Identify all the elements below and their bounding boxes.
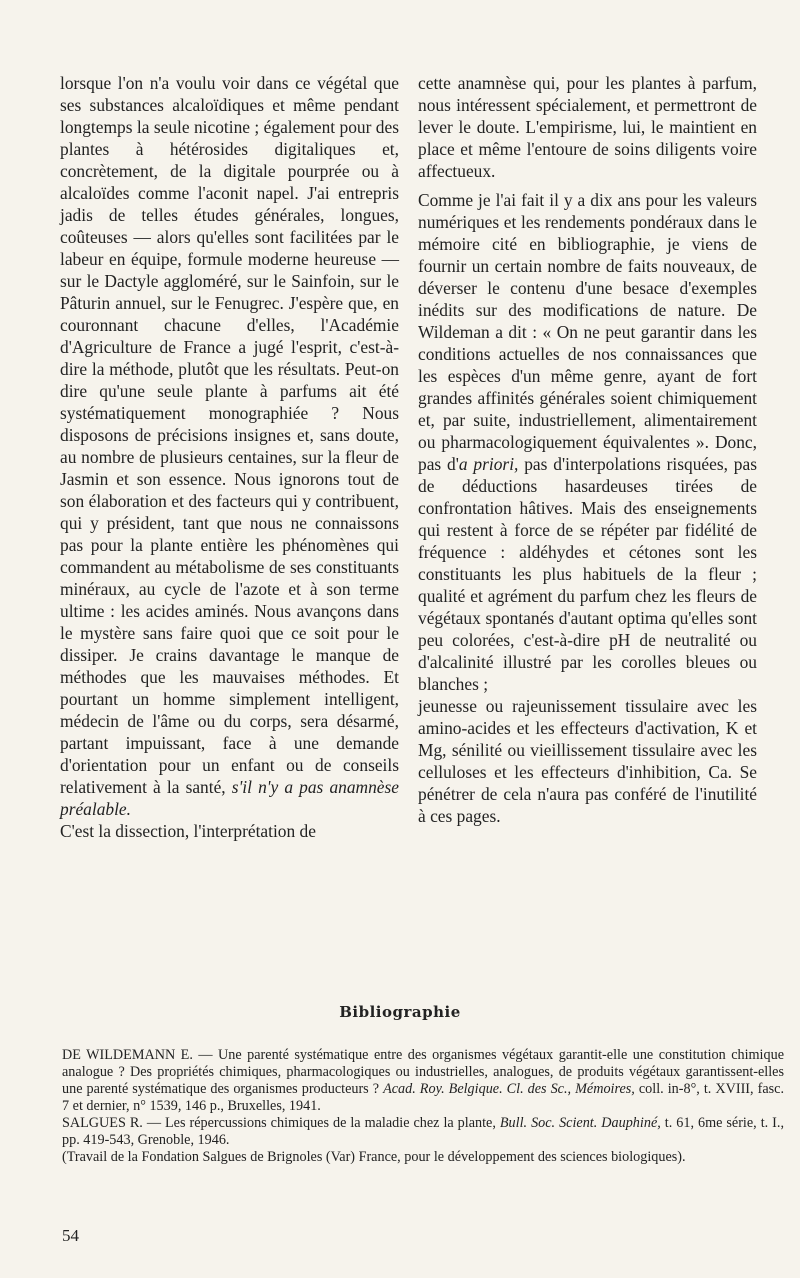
bibliography-entry-1-italic: Acad. Roy. Belgique. Cl. des Sc., Mémoires, (383, 1081, 635, 1097)
right-paragraph-2-italic: a priori, (458, 454, 519, 474)
bibliography-entry-1-a: DE WILDEMANN E. — Une parenté systématique entre des organismes végétaux garantit-elle une constitution chimique analogue ? Des propriétés chimiques, pharmacologiques ou industrielles, analogues, de produits végétaux garantissent-elles une parenté systématique des organismes producteurs ? (62, 1047, 784, 1097)
right-paragraph-2-text-a: Comme je l'ai fait il y a dix ans pour les valeurs numériques et les rendements pondéraux dans le mémoire cité en bibliographie, je viens de fournir un certain nombre de faits nouveaux, de déverser le contenu d'une besace d'exemples inédits sur des modifications de nature. De Wildeman a dit : « On ne peut garantir dans les conditions actuelles de nos connaissances que les espèces d'un même genre, ayant de fort grandes affinités générales soient chimiquement et, par suite, industriellement, alimentairement ou pharmacologiquement équivalentes ». Donc, pas d' (418, 190, 757, 474)
left-paragraph-1-italic: s'il n'y a pas anamnèse préalable. (60, 777, 399, 819)
left-column (60, 72, 399, 842)
bibliography-entry-2-italic: Bull. Soc. Scient. Dauphiné, (499, 1115, 661, 1131)
bibliography-entry-1-b: coll. in-8°, t. XVIII, fasc. 7 et dernier, n° 1539, 146 p., Bruxelles, 1941. (62, 1081, 784, 1114)
right-paragraph-2-text-b: pas d'interpolations risquées, pas de déductions hasardeuses tirées de confrontation hâtives. Mais des enseignements qui restent à force de se répéter par fidélité de fréquence : aldéhydes et cétones sont les constituants les plus habituels de la fleur ; qualité et agrément du parfum chez les fleurs de végétaux spontanés d'autant optima qu'elles sont peu colorées, c'est-à-dire pH de neutralité ou d'alcalinité illustré par les corolles bleues ou blanches ; (418, 454, 757, 694)
bibliography-heading: Bibliographie (339, 1003, 461, 1021)
left-paragraph-1-text: lorsque l'on n'a voulu voir dans ce végétal que ses substances alcaloïdiques et même pendant longtemps la seule nicotine ; également pour des plantes à hétérosides digitaliques et, concrètement, de la digitale pourprée ou à alcaloïdes comme l'aconit napel. J'ai entrepris jadis de telles études générales, longues, coûteuses — alors qu'elles sont facilitées par le labeur en équipe, formule moderne heureuse — sur le Dactyle aggloméré, sur le Sainfoin, sur le Pâturin annuel, sur le Fenugrec. J'espère que, en couronnant chacune d'elles, l'Académie d'Agriculture de France a jugé l'esprit, c'est-à-dire la méthode, plutôt que les résultats. Peut-on dire qu'une seule plante à parfums ait été systématiquement monographiée ? Nous disposons de précisions insignes et, sans doute, au nombre de plusieurs centaines, sur la fleur de Jasmin et son essence. Nous ignorons tout de son élaboration et des facteurs qui y contribuent, qui y président, tant que nous ne connaissons pas pour la plante entière les phénomènes qui commandent au métabolisme de ses constituants minéraux, au cycle de l'azote et à son terme ultime : les acides aminés. Nous avançons dans le mystère sans faire quoi que ce soit pour le dissiper. Je crains davantage le manque de méthodes que les mauvaises méthodes. Et pourtant un homme simplement intelligent, médecin de l'âme ou du corps, sera désarmé, partant impuissant, face à une demande d'orientation pour un enfant ou de conseils relativement à la santé, (60, 73, 399, 797)
page-number: 54 (62, 1226, 79, 1245)
right-column (418, 72, 757, 827)
right-paragraph-2 (418, 189, 757, 695)
bibliography-entry-2-a: SALGUES R. — Les répercussions chimiques de la maladie chez la plante, (62, 1115, 500, 1131)
right-paragraph-1: cette anamnèse qui, pour les plantes à parfum, nous intéressent spécialement, et permettront de lever le doute. L'empirisme, lui, le maintient en place et même l'entoure de soins diligents voire affectueux. (418, 73, 757, 181)
bibliography-entry (62, 1047, 784, 1115)
right-paragraph-3: jeunesse ou rajeunissement tissulaire avec les amino-acides et les effecteurs d'activation, K et Mg, sénilité ou vieillissement tissulaire avec les celluloses et les effecteurs d'inhibition, Ca. Se pénétrer de cela n'aura pas conféré de l'inutilité à ces pages. (418, 696, 757, 826)
left-paragraph-2: C'est la dissection, l'interprétation de (60, 821, 316, 841)
bibliography-list (62, 1047, 784, 1166)
bibliography-note: (Travail de la Fondation Salgues de Brignoles (Var) France, pour le développement des sciences biologiques). (62, 1149, 686, 1165)
bibliography-entry-2-b: t. 61, 6me série, t. I., pp. 419-543, Grenoble, 1946. (62, 1115, 785, 1148)
left-paragraph-1 (60, 72, 399, 820)
bibliography-entry (62, 1115, 784, 1149)
